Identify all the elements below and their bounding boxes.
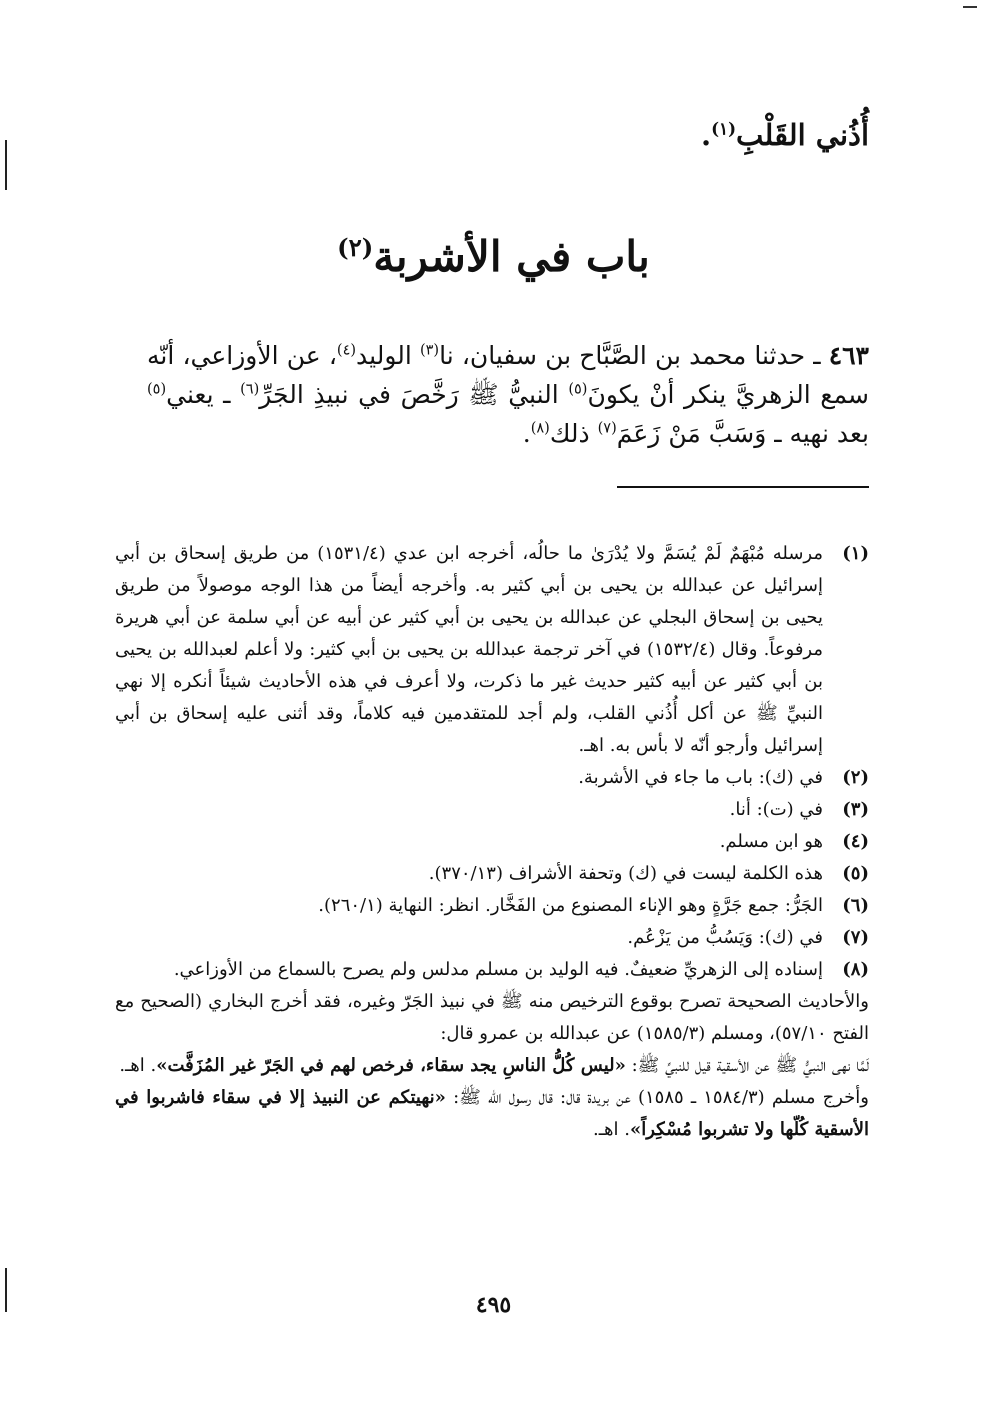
hadith-segment: الوليد: [356, 341, 420, 370]
footnote-ref: (٧): [597, 420, 617, 437]
footnote: [115, 954, 869, 986]
footnote: [115, 794, 869, 826]
footnote-number: (٤): [842, 831, 869, 852]
footnote-text: في (ت): أنا.: [729, 799, 823, 820]
footnotes: [115, 538, 869, 1146]
footnote: [115, 922, 869, 954]
footnote-ref: (٥): [568, 381, 588, 398]
footnote-ref: (٤): [336, 342, 357, 359]
footnote-number: (١): [842, 543, 869, 564]
footnote-ref: (٦): [240, 381, 260, 398]
footnote-number: (٦): [842, 895, 869, 916]
hadith-segment: ذلك: [549, 419, 598, 448]
footnote: [115, 890, 869, 922]
footnote-continuation: [115, 1082, 869, 1146]
footnote-number: (٧): [842, 927, 869, 948]
scan-mark: [963, 6, 977, 8]
footnote-divider: [617, 486, 869, 488]
footnote-ref: (٥): [147, 381, 167, 398]
quote-end: . اهـ.: [119, 1055, 157, 1076]
footnote-number: (٨): [842, 959, 869, 980]
footnote-text: هو ابن مسلم.: [719, 831, 823, 852]
footnote-text: في (ك): باب ما جاء في الأشربة.: [578, 767, 823, 788]
quote-lead: لَمَّا نهى النبيُّ ﷺ عن الأسقية قيل للنبيِّ ﷺ:: [625, 1055, 869, 1076]
page-number: ٤٩٥: [475, 1292, 512, 1318]
footnote-ref: (١): [711, 118, 737, 139]
hadith-segment: ـ حدثنا محمد بن الصَّبَّاح بن سفيان، نا: [439, 341, 829, 370]
hadith-segment: النبيُّ ﷺ رَخَّصَ في نبيذِ الجَرِّ: [259, 380, 569, 409]
footnote: [115, 858, 869, 890]
footnote-text: إسناده إلى الزهريِّ ضعيفٌ. فيه الوليد بن مسلم مدلس ولم يصرح بالسماع من الأوزاعي.: [173, 959, 823, 980]
footnote-number: (٢): [842, 767, 869, 788]
hadith-quote: «ليس كُلُّ الناسِ يجد سقاء، فرخص لهم في الجَرّ غير المُزَفَّت»: [156, 1055, 626, 1076]
footnote-text: هذه الكلمة ليست في (ك) وتحفة الأشراف (٣٧٠/١٣).: [428, 863, 823, 884]
footnote: [115, 762, 869, 794]
carry-over-text: أُذُني القَلْبِ: [736, 118, 869, 152]
footnote-ref: (٣): [419, 342, 440, 359]
carry-over-line: [701, 118, 869, 152]
footnote: [115, 538, 869, 762]
footnote-text: الجَرُّ: جمع جَرَّةٍ وهو الإناء المصنوع من الفَخَّار. انظر: النهاية (٢٦٠/١).: [318, 895, 823, 916]
footnote-text: مرسله مُبْهَمٌ لَمْ يُسَمَّ ولا يُدْرَىٰ ما حالُه، أخرجه ابن عدي (١٥٣١/٤) من طريق إسحاق بن أبي إسرائيل عن عبدالله بن يحيى بن أبي كثير به. وأخرجه أيضاً من هذا الوجه موصولاً من طريق يحيى بن إسحاق البجلي عن عبدالله بن يحيى بن أبي كثير عن أبيه عن أبي سلمة عن أبي هريرة مرفوعاً. وقال (١٥٣٢/٤) في آخر ترجمة عبدالله بن يحيى بن أبي كثير: ولا أعلم لعبدالله بن يحيى بن أبي كثير عن أبيه كثير حديث غير ما ذكرت، ولا أعرف في هذه الأحاديث شيئاً أنكره إلا نهي النبيِّ ﷺ عن أكل أُذُني القلب، ولم أجد للمتقدمين فيه كلاماً، وقد أثنى عليه إسحاق بن أبي إسرائيل وأرجو أنّه لا بأس به. اهـ.: [115, 543, 823, 756]
footnote-text: في (ك): وَيَسُبُّ من يَزْعُم.: [627, 927, 823, 948]
hadith-segment: بعد نهيه ـ وَسَبَّ مَنْ زَعَمَ: [616, 419, 869, 448]
footnote: [115, 826, 869, 858]
footnote-continuation: [115, 1050, 869, 1082]
hadith-text: [147, 336, 869, 453]
footnote-ref: (٨): [530, 420, 550, 437]
hadith-segment: ، عن الأوزاعي، أنّه سمع الزهريَّ ينكر أنْ يكونَ: [147, 341, 870, 409]
footnote-continuation: والأحاديث الصحيحة تصرح بوقوع الترخيص منه ﷺ في نبيذ الجَرّ وغيره، فقد أخرج البخاري (الصحيح مع الفتح ٥٧/١٠)، ومسلم (١٥٨٥/٣) عن عبدالله بن عمرو قال:: [115, 991, 869, 1044]
quote-lead: وأخرج مسلم (١٥٨٤/٣ ـ ١٥٨٥) عن بريدة قال: قال رسول الله ﷺ:: [445, 1087, 869, 1108]
footnote-number: (٣): [842, 799, 869, 820]
chapter-title-text: باب في الأشربة: [373, 232, 650, 281]
footnote-number: (٥): [842, 863, 869, 884]
hadith-quote: «نهيتكم عن النبيذ إلا في سقاء فاشربوا في الأسقية كُلّها ولا تشربوا مُسْكِراً»: [115, 1087, 869, 1140]
hadith-number: ٤٦٣: [828, 341, 869, 370]
carry-over-end: .: [700, 118, 712, 152]
footnote-ref: (٢): [337, 233, 374, 262]
hadith-segment: .: [522, 419, 531, 448]
quote-end: . اهـ.: [593, 1119, 630, 1140]
scan-margin-line: [5, 140, 7, 190]
hadith-segment: ـ يعني: [166, 380, 241, 409]
chapter-title: [0, 232, 987, 281]
